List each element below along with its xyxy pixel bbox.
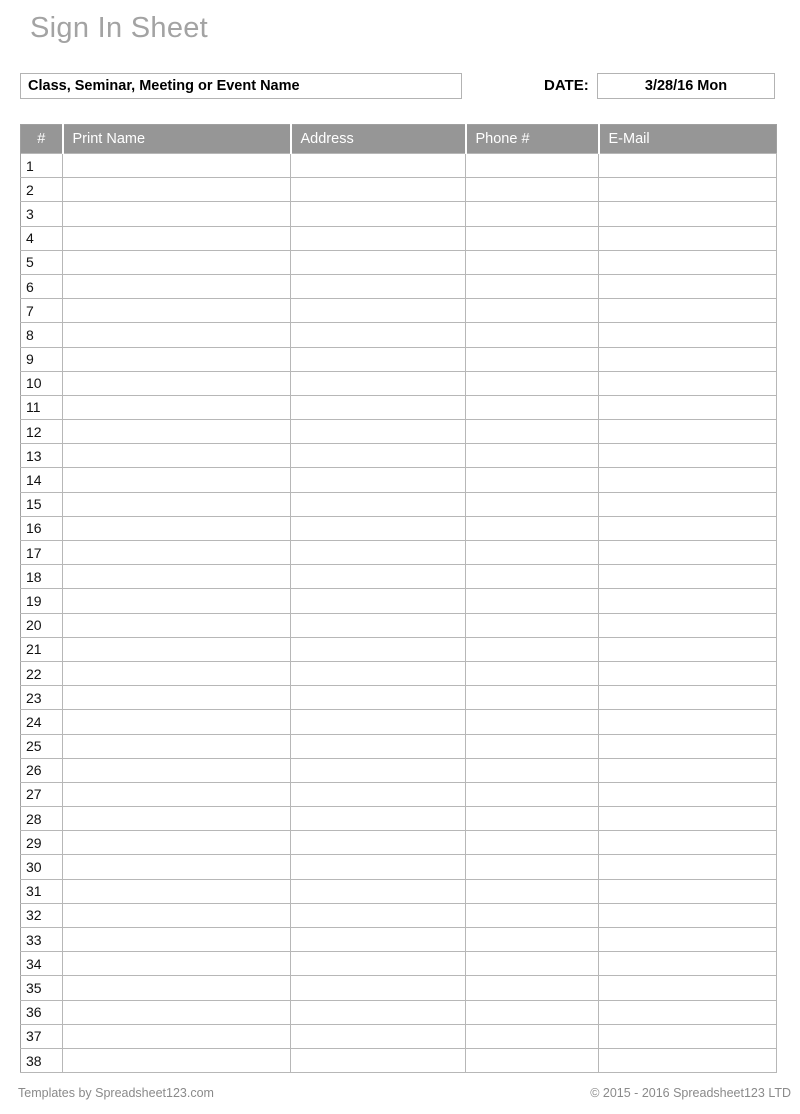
row-number: 34 — [21, 952, 63, 976]
cell-phone[interactable] — [466, 299, 599, 323]
row-number: 12 — [21, 420, 63, 444]
cell-phone[interactable] — [466, 855, 599, 879]
row-number: 27 — [21, 782, 63, 806]
cell-print-name[interactable] — [63, 903, 291, 927]
cell-address[interactable] — [291, 565, 466, 589]
table-row — [21, 758, 777, 782]
row-number: 6 — [21, 274, 63, 298]
cell-phone[interactable] — [466, 347, 599, 371]
cell-email[interactable] — [599, 541, 777, 565]
cell-email[interactable] — [599, 492, 777, 516]
cell-email[interactable] — [599, 226, 777, 250]
cell-email[interactable] — [599, 952, 777, 976]
table-row — [21, 661, 777, 685]
table-row — [21, 589, 777, 613]
cell-email[interactable] — [599, 154, 777, 178]
cell-phone[interactable] — [466, 226, 599, 250]
cell-email[interactable] — [599, 879, 777, 903]
cell-phone[interactable] — [466, 637, 599, 661]
cell-email[interactable] — [599, 1048, 777, 1072]
row-number: 1 — [21, 154, 63, 178]
cell-print-name[interactable] — [63, 1000, 291, 1024]
cell-print-name[interactable] — [63, 250, 291, 274]
row-number: 21 — [21, 637, 63, 661]
column-header-email: E-Mail — [599, 125, 777, 154]
column-header-phone: Phone # — [466, 125, 599, 154]
cell-print-name[interactable] — [63, 274, 291, 298]
cell-email[interactable] — [599, 250, 777, 274]
row-number: 7 — [21, 299, 63, 323]
table-row — [21, 734, 777, 758]
cell-print-name[interactable] — [63, 371, 291, 395]
table-row — [21, 202, 777, 226]
cell-print-name[interactable] — [63, 395, 291, 419]
cell-phone[interactable] — [466, 1024, 599, 1048]
table-header-row — [21, 125, 777, 154]
row-number: 29 — [21, 831, 63, 855]
date-field[interactable]: 3/28/16 Mon — [597, 73, 775, 99]
cell-print-name[interactable] — [63, 565, 291, 589]
cell-phone[interactable] — [466, 250, 599, 274]
row-number: 11 — [21, 395, 63, 419]
table-row — [21, 395, 777, 419]
cell-print-name[interactable] — [63, 758, 291, 782]
cell-print-name[interactable] — [63, 589, 291, 613]
table-row — [21, 154, 777, 178]
cell-email[interactable] — [599, 202, 777, 226]
cell-address[interactable] — [291, 1000, 466, 1024]
cell-email[interactable] — [599, 637, 777, 661]
row-number: 5 — [21, 250, 63, 274]
cell-email[interactable] — [599, 734, 777, 758]
cell-address[interactable] — [291, 952, 466, 976]
cell-address[interactable] — [291, 661, 466, 685]
row-number: 16 — [21, 516, 63, 540]
table-row — [21, 371, 777, 395]
cell-address[interactable] — [291, 226, 466, 250]
cell-address[interactable] — [291, 831, 466, 855]
cell-phone[interactable] — [466, 541, 599, 565]
table-row — [21, 226, 777, 250]
column-header-print-name: Print Name — [63, 125, 291, 154]
cell-address[interactable] — [291, 855, 466, 879]
row-number: 32 — [21, 903, 63, 927]
cell-print-name[interactable] — [63, 637, 291, 661]
row-number: 19 — [21, 589, 63, 613]
cell-phone[interactable] — [466, 758, 599, 782]
cell-print-name[interactable] — [63, 516, 291, 540]
cell-email[interactable] — [599, 1024, 777, 1048]
table-row — [21, 637, 777, 661]
cell-phone[interactable] — [466, 831, 599, 855]
cell-address[interactable] — [291, 686, 466, 710]
cell-phone[interactable] — [466, 1000, 599, 1024]
cell-address[interactable] — [291, 178, 466, 202]
table-row — [21, 468, 777, 492]
cell-address[interactable] — [291, 976, 466, 1000]
cell-address[interactable] — [291, 444, 466, 468]
table-row — [21, 976, 777, 1000]
cell-address[interactable] — [291, 879, 466, 903]
table-row — [21, 178, 777, 202]
footer-copyright: © 2015 - 2016 Spreadsheet123 LTD — [590, 1086, 791, 1100]
table-row — [21, 299, 777, 323]
row-number: 37 — [21, 1024, 63, 1048]
table-row — [21, 928, 777, 952]
cell-email[interactable] — [599, 782, 777, 806]
cell-email[interactable] — [599, 1000, 777, 1024]
row-number: 24 — [21, 710, 63, 734]
cell-address[interactable] — [291, 734, 466, 758]
cell-address[interactable] — [291, 589, 466, 613]
table-row — [21, 492, 777, 516]
table-row — [21, 1048, 777, 1072]
cell-address[interactable] — [291, 903, 466, 927]
table-row — [21, 903, 777, 927]
column-header-address: Address — [291, 125, 466, 154]
row-number: 2 — [21, 178, 63, 202]
cell-email[interactable] — [599, 831, 777, 855]
table-row — [21, 444, 777, 468]
cell-print-name[interactable] — [63, 613, 291, 637]
cell-print-name[interactable] — [63, 928, 291, 952]
cell-phone[interactable] — [466, 274, 599, 298]
table-row — [21, 782, 777, 806]
cell-print-name[interactable] — [63, 444, 291, 468]
cell-email[interactable] — [599, 661, 777, 685]
cell-email[interactable] — [599, 903, 777, 927]
table-row — [21, 516, 777, 540]
cell-email[interactable] — [599, 976, 777, 1000]
row-number: 35 — [21, 976, 63, 1000]
cell-email[interactable] — [599, 758, 777, 782]
cell-phone[interactable] — [466, 371, 599, 395]
cell-address[interactable] — [291, 928, 466, 952]
cell-print-name[interactable] — [63, 734, 291, 758]
table-row — [21, 1000, 777, 1024]
table-row — [21, 807, 777, 831]
cell-email[interactable] — [599, 420, 777, 444]
cell-print-name[interactable] — [63, 879, 291, 903]
cell-address[interactable] — [291, 1048, 466, 1072]
cell-phone[interactable] — [466, 589, 599, 613]
row-number: 23 — [21, 686, 63, 710]
cell-address[interactable] — [291, 202, 466, 226]
cell-phone[interactable] — [466, 807, 599, 831]
cell-email[interactable] — [599, 347, 777, 371]
row-number: 38 — [21, 1048, 63, 1072]
cell-email[interactable] — [599, 565, 777, 589]
sign-in-table — [20, 124, 777, 1073]
cell-phone[interactable] — [466, 420, 599, 444]
cell-address[interactable] — [291, 250, 466, 274]
cell-email[interactable] — [599, 323, 777, 347]
date-label: DATE: — [544, 77, 589, 94]
row-number: 14 — [21, 468, 63, 492]
cell-email[interactable] — [599, 371, 777, 395]
cell-print-name[interactable] — [63, 323, 291, 347]
row-number: 9 — [21, 347, 63, 371]
cell-email[interactable] — [599, 444, 777, 468]
table-row — [21, 420, 777, 444]
row-number: 26 — [21, 758, 63, 782]
table-row — [21, 710, 777, 734]
table-row — [21, 952, 777, 976]
cell-email[interactable] — [599, 516, 777, 540]
cell-print-name[interactable] — [63, 1048, 291, 1072]
row-number: 4 — [21, 226, 63, 250]
table-row — [21, 855, 777, 879]
cell-address[interactable] — [291, 420, 466, 444]
row-number: 22 — [21, 661, 63, 685]
table-row — [21, 565, 777, 589]
table-body — [21, 154, 777, 1073]
cell-address[interactable] — [291, 637, 466, 661]
row-number: 18 — [21, 565, 63, 589]
cell-phone[interactable] — [466, 323, 599, 347]
cell-print-name[interactable] — [63, 661, 291, 685]
row-number: 30 — [21, 855, 63, 879]
footer-credit: Templates by Spreadsheet123.com — [18, 1086, 214, 1100]
row-number: 17 — [21, 541, 63, 565]
cell-address[interactable] — [291, 371, 466, 395]
cell-print-name[interactable] — [63, 468, 291, 492]
cell-phone[interactable] — [466, 734, 599, 758]
cell-print-name[interactable] — [63, 154, 291, 178]
cell-address[interactable] — [291, 323, 466, 347]
cell-address[interactable] — [291, 541, 466, 565]
cell-phone[interactable] — [466, 202, 599, 226]
cell-address[interactable] — [291, 468, 466, 492]
page-title: Sign In Sheet — [30, 12, 209, 44]
cell-print-name[interactable] — [63, 299, 291, 323]
cell-phone[interactable] — [466, 613, 599, 637]
cell-print-name[interactable] — [63, 807, 291, 831]
cell-phone[interactable] — [466, 782, 599, 806]
cell-email[interactable] — [599, 807, 777, 831]
cell-email[interactable] — [599, 468, 777, 492]
cell-print-name[interactable] — [63, 782, 291, 806]
cell-email[interactable] — [599, 855, 777, 879]
cell-print-name[interactable] — [63, 831, 291, 855]
row-number: 33 — [21, 928, 63, 952]
cell-address[interactable] — [291, 613, 466, 637]
cell-print-name[interactable] — [63, 952, 291, 976]
row-number: 3 — [21, 202, 63, 226]
table-row — [21, 250, 777, 274]
cell-email[interactable] — [599, 395, 777, 419]
cell-print-name[interactable] — [63, 347, 291, 371]
cell-phone[interactable] — [466, 952, 599, 976]
cell-email[interactable] — [599, 928, 777, 952]
cell-address[interactable] — [291, 154, 466, 178]
cell-phone[interactable] — [466, 178, 599, 202]
cell-print-name[interactable] — [63, 226, 291, 250]
cell-print-name[interactable] — [63, 1024, 291, 1048]
cell-email[interactable] — [599, 299, 777, 323]
event-name-field[interactable]: Class, Seminar, Meeting or Event Name — [20, 73, 462, 99]
cell-phone[interactable] — [466, 661, 599, 685]
table-row — [21, 541, 777, 565]
column-header-number: # — [21, 125, 63, 154]
cell-address[interactable] — [291, 710, 466, 734]
cell-phone[interactable] — [466, 444, 599, 468]
cell-phone[interactable] — [466, 903, 599, 927]
row-number: 31 — [21, 879, 63, 903]
cell-print-name[interactable] — [63, 492, 291, 516]
cell-email[interactable] — [599, 274, 777, 298]
cell-address[interactable] — [291, 758, 466, 782]
cell-email[interactable] — [599, 710, 777, 734]
cell-address[interactable] — [291, 274, 466, 298]
cell-phone[interactable] — [466, 976, 599, 1000]
cell-print-name[interactable] — [63, 976, 291, 1000]
cell-address[interactable] — [291, 807, 466, 831]
cell-address[interactable] — [291, 492, 466, 516]
cell-email[interactable] — [599, 589, 777, 613]
cell-print-name[interactable] — [63, 855, 291, 879]
page-footer — [18, 1086, 791, 1100]
row-number: 13 — [21, 444, 63, 468]
cell-phone[interactable] — [466, 879, 599, 903]
table-row — [21, 613, 777, 637]
cell-print-name[interactable] — [63, 178, 291, 202]
cell-phone[interactable] — [466, 468, 599, 492]
cell-address[interactable] — [291, 299, 466, 323]
row-number: 8 — [21, 323, 63, 347]
row-number: 20 — [21, 613, 63, 637]
cell-phone[interactable] — [466, 565, 599, 589]
table-row — [21, 831, 777, 855]
table-row — [21, 323, 777, 347]
cell-phone[interactable] — [466, 492, 599, 516]
cell-print-name[interactable] — [63, 541, 291, 565]
cell-address[interactable] — [291, 1024, 466, 1048]
cell-print-name[interactable] — [63, 710, 291, 734]
row-number: 15 — [21, 492, 63, 516]
cell-address[interactable] — [291, 516, 466, 540]
cell-phone[interactable] — [466, 1048, 599, 1072]
row-number: 25 — [21, 734, 63, 758]
row-number: 36 — [21, 1000, 63, 1024]
cell-address[interactable] — [291, 347, 466, 371]
cell-address[interactable] — [291, 782, 466, 806]
table-row — [21, 879, 777, 903]
cell-phone[interactable] — [466, 686, 599, 710]
cell-email[interactable] — [599, 613, 777, 637]
cell-phone[interactable] — [466, 154, 599, 178]
row-number: 10 — [21, 371, 63, 395]
table-row — [21, 347, 777, 371]
cell-print-name[interactable] — [63, 420, 291, 444]
cell-phone[interactable] — [466, 928, 599, 952]
cell-email[interactable] — [599, 686, 777, 710]
table-row — [21, 686, 777, 710]
cell-phone[interactable] — [466, 516, 599, 540]
cell-address[interactable] — [291, 395, 466, 419]
table-row — [21, 274, 777, 298]
cell-phone[interactable] — [466, 710, 599, 734]
row-number: 28 — [21, 807, 63, 831]
cell-print-name[interactable] — [63, 202, 291, 226]
table-row — [21, 1024, 777, 1048]
cell-email[interactable] — [599, 178, 777, 202]
cell-print-name[interactable] — [63, 686, 291, 710]
cell-phone[interactable] — [466, 395, 599, 419]
